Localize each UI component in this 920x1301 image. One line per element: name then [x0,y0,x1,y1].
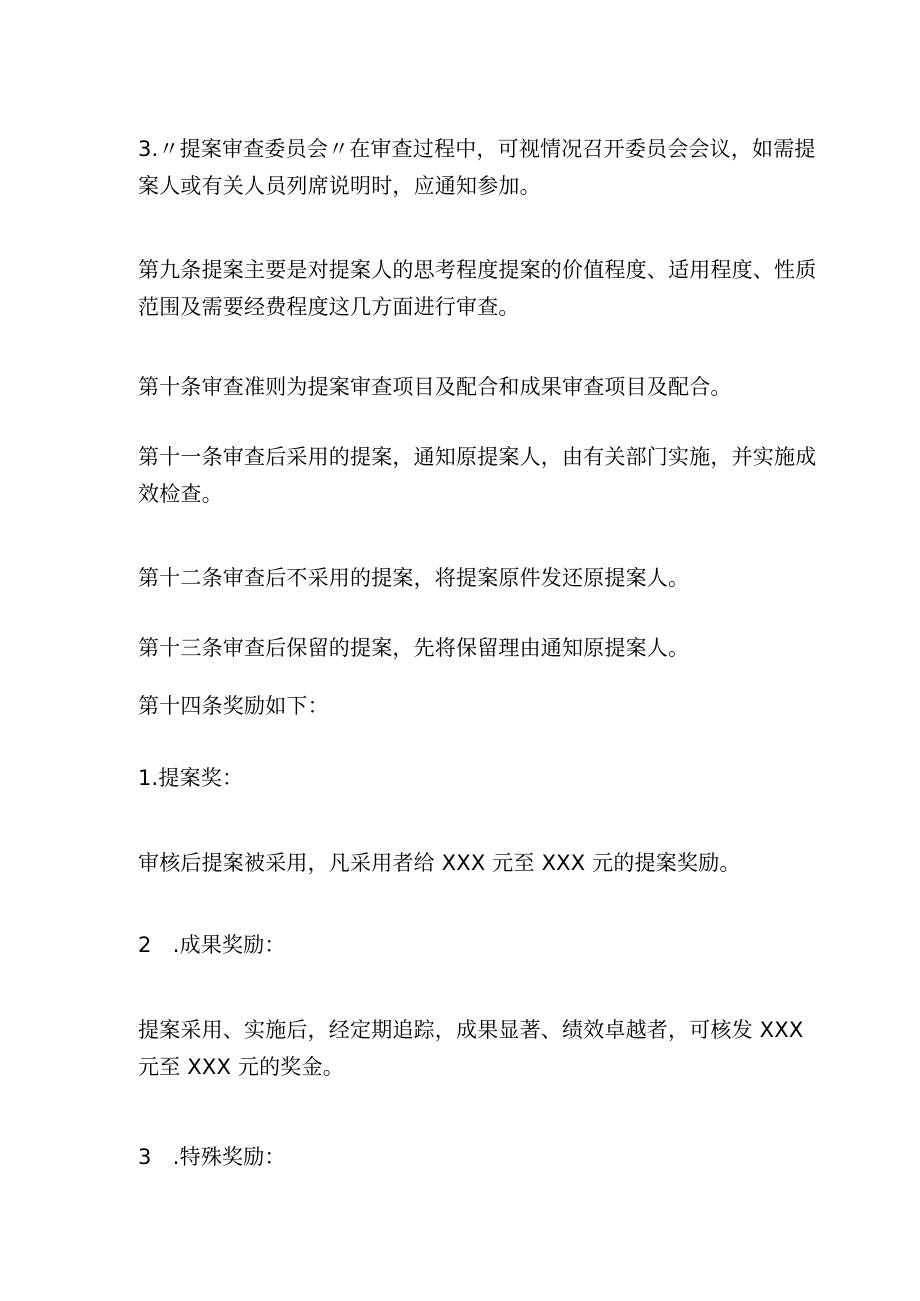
paragraph-line: 元至 XXX 元的奖金。 [138,1055,344,1079]
paragraph-line: 第九条提案主要是对提案人的思考程度提案的价值程度、适用程度、性质 [138,258,817,282]
paragraph-special-award-heading [138,1139,788,1176]
paragraph-line: 范围及需要经费程度这几方面进行审查。 [138,295,520,319]
paragraph-proposal-award-body [138,845,788,882]
paragraph-line: 第十三条审查后保留的提案，先将保留理由通知原提案人。 [138,636,690,660]
paragraph-article-14 [138,688,788,725]
paragraph-proposal-award-heading [138,760,788,797]
paragraph-result-award-heading [138,927,788,964]
paragraph-line: 2 .成果奖励： [138,933,286,957]
paragraph-line: 提案采用、实施后，经定期追踪，成果显著、绩效卓越者，可核发 XXX [138,1018,804,1042]
paragraph-line: 第十四条奖励如下： [138,694,329,718]
paragraph-line: 1.提案奖： [138,766,244,790]
paragraph-line: 审核后提案被采用，凡采用者给 XXX 元至 XXX 元的提案奖励。 [138,851,741,875]
paragraph-article-13 [138,630,788,667]
paragraph-line: 案人或有关人员列席说明时，应通知参加。 [138,174,541,198]
paragraph-article-10 [138,369,788,406]
paragraph-result-award-body [138,1012,804,1086]
paragraph-article-12 [138,560,788,597]
paragraph-line: 效检查。 [138,482,223,506]
paragraph-line: 第十二条审查后不采用的提案，将提案原件发还原提案人。 [138,566,690,590]
paragraph-article-9 [138,252,817,326]
paragraph-article-11 [138,439,817,513]
paragraph-line: 3.〃提案审查委员会〃在审查过程中，可视情况召开委员会会议，如需提 [138,137,816,161]
paragraph-line: 第十一条审查后采用的提案，通知原提案人，由有关部门实施，并实施成 [138,445,817,469]
paragraph-committee-meeting [138,131,816,205]
paragraph-line: 第十条审查准则为提案审查项目及配合和成果审查项目及配合。 [138,375,732,399]
paragraph-line: 3 .特殊奖励： [138,1145,286,1169]
